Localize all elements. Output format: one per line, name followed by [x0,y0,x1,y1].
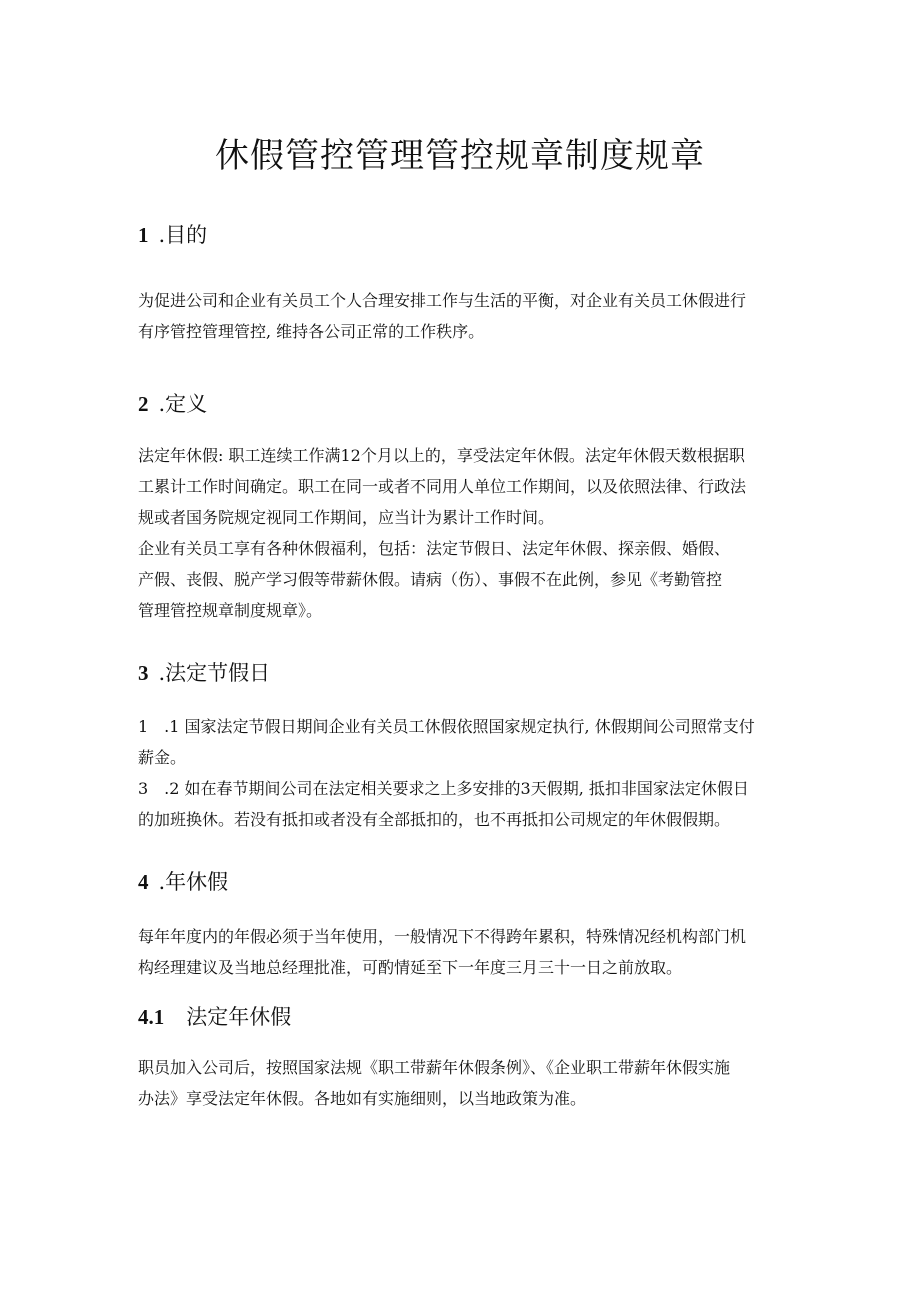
paragraph-line: 规或者国务院规定视同工作期间，应当计为累计工作时间。 [138,508,555,527]
section-heading-purpose [138,219,207,249]
section-paragraph-holidays [138,711,788,835]
paragraph-line: 薪金。 [138,748,187,767]
section-paragraph-annual-leave [138,921,788,983]
section-paragraph-statutory-annual-leave [138,1052,788,1114]
paragraph-line: 3 .2 如在春节期间公司在法定相关要求之上多安排的3天假期, 抵扣非国家法定休假日 [138,779,749,798]
section-title: .目的 [158,223,208,247]
section-heading-annual-leave [138,866,228,896]
paragraph-line: 法定年休假: 职工连续工作满12个月以上的，享受法定年休假。法定年休假天数根据职 [138,446,745,465]
section-paragraph-definition [138,440,788,626]
section-number: 3 [138,661,149,685]
section-number: 1 [138,223,149,247]
paragraph-line: 有序管控管理管控, 维持各公司正常的工作秩序。 [138,322,485,341]
paragraph-line: 每年年度内的年假必须于当年使用，一般情况下不得跨年累积，特殊情况经机构部门机 [138,927,747,946]
document-title: 休假管控管理管控规章制度规章 [215,136,705,176]
section-heading-holidays [138,657,270,687]
section-title: .年休假 [158,870,229,894]
paragraph-line: 办法》享受法定年休假。各地如有实施细则，以当地政策为准。 [138,1089,587,1108]
paragraph-line: 的加班换休。若没有抵扣或者没有全部抵扣的，也不再抵扣公司规定的年休假假期。 [138,810,731,829]
section-paragraph-purpose [138,285,788,347]
section-number: 4 [138,870,149,894]
paragraph-line: 构经理建议及当地总经理批准，可酌情延至下一年度三月三十一日之前放取。 [138,958,683,977]
section-number: 4.1 [138,1005,165,1029]
paragraph-line: 1 .1 国家法定节假日期间企业有关员工休假依照国家规定执行, 休假期间公司照常支付 [138,717,755,736]
paragraph-line: 工累计工作时间确定。职工在同一或者不同用人单位工作期间，以及依照法律、行政法 [138,477,747,496]
section-title: .法定节假日 [158,661,271,685]
section-heading-definition [138,388,207,418]
section-title: .定义 [158,392,208,416]
section-heading-statutory-annual-leave [138,1001,291,1031]
paragraph-line: 管理管控规章制度规章》。 [138,601,323,620]
paragraph-line: 职员加入公司后，按照国家法规《职工带薪年休假条例》、《企业职工带薪年休假实施 [138,1058,731,1077]
paragraph-line: 为促进公司和企业有关员工个人合理安排工作与生活的平衡，对企业有关员工休假进行 [138,291,747,310]
paragraph-line: 产假、丧假、脱产学习假等带薪休假。请病（伤）、事假不在此例，参见《考勤管控 [138,570,723,589]
section-number: 2 [138,392,149,416]
paragraph-line: 企业有关员工享有各种休假福利，包括：法定节假日、法定年休假、探亲假、婚假、 [138,539,731,558]
section-title: 法定年休假 [186,1005,292,1029]
